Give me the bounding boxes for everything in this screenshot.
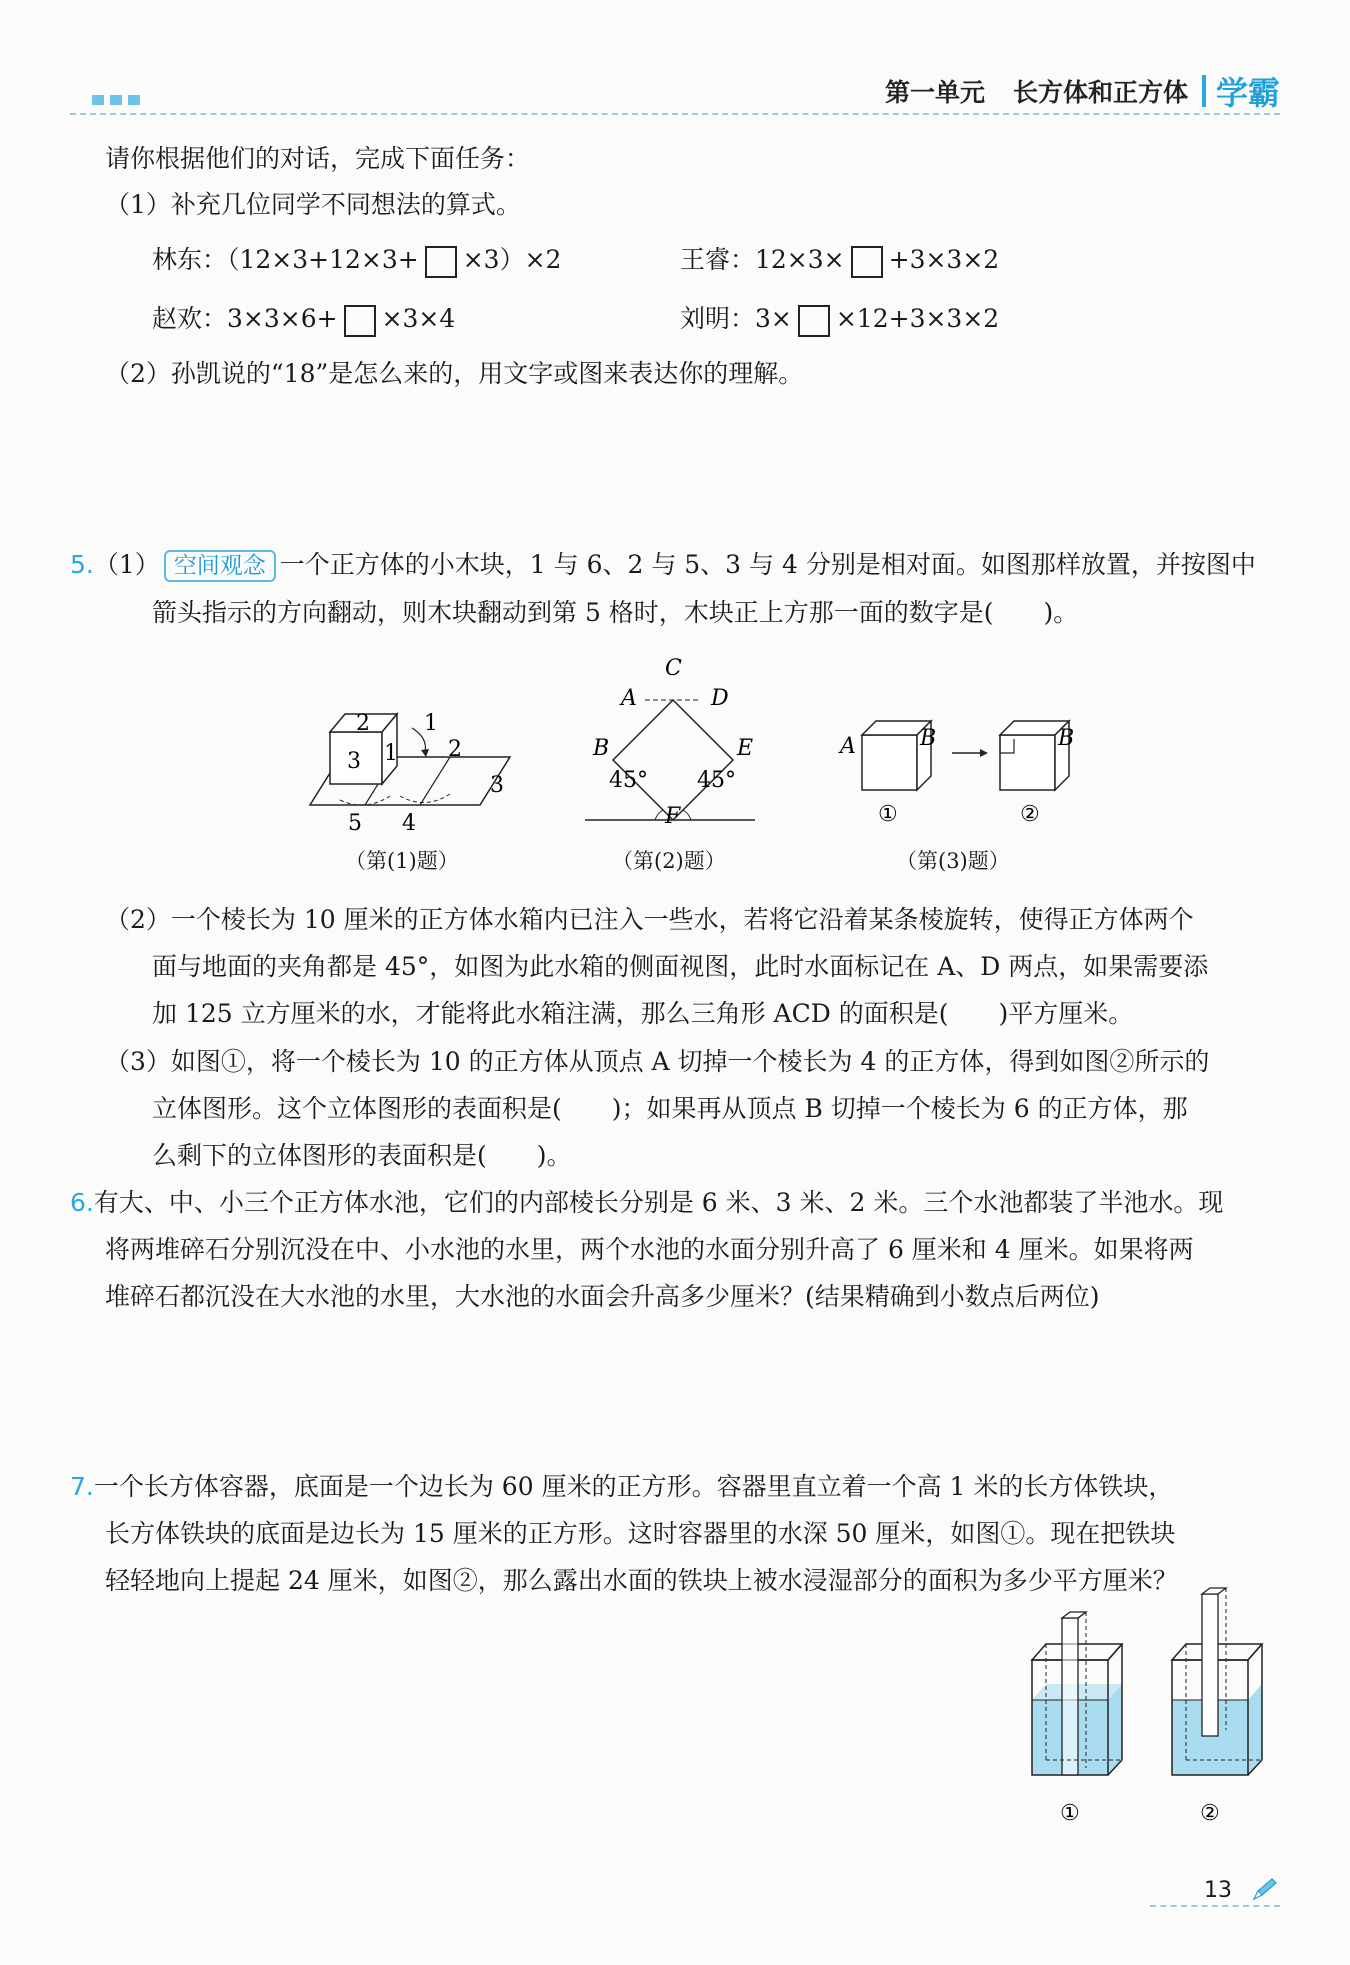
answer-box[interactable] (425, 246, 457, 278)
figure-cube-roll (300, 700, 520, 840)
question-number: 5. (70, 550, 94, 579)
header-topic: 长方体和正方体 (1012, 78, 1188, 107)
q5-part3-line3: 么剩下的立体图形的表面积是( )。 (152, 1141, 572, 1170)
q6-line2: 将两堆碎石分别沉没在中、小水池的水里，两个水池的水面分别升高了 6 厘米和 4 厘米。如果将两 (105, 1235, 1194, 1264)
q6-line1: 6.有大、中、小三个正方体水池，它们的内部棱长分别是 6 米、3 米、2 米。三个水池都装了半池水。现 (70, 1188, 1224, 1217)
q5-line2: 箭头指示的方向翻动，则木块翻动到第 5 格时，木块正上方那一面的数字是( )。 (152, 598, 1079, 627)
page-number: 13 (1204, 1878, 1232, 1903)
formula-lindong: 林东：（12×3+12×3+ ×3）×2 (152, 243, 561, 278)
caption-fig2: （第(2)题） (612, 849, 726, 873)
caption-fig1: （第(1)题） (345, 849, 459, 873)
question-number: 6. (70, 1188, 94, 1217)
fig3-label: B (1058, 726, 1075, 751)
page-header (885, 68, 1280, 114)
fig7-label: ① (1060, 1801, 1080, 1826)
pencil-icon (1250, 1877, 1278, 1903)
question-number: 7. (70, 1472, 94, 1501)
header-decoration (92, 90, 146, 109)
fig2-label: 45° (697, 768, 736, 793)
fig1-label: 4 (402, 811, 416, 836)
fig1-label: 3 (490, 773, 504, 798)
brand-logo: 学霸 (1215, 74, 1280, 112)
formula-zhaohuan: 赵欢：3×3×6+ ×3×4 (152, 302, 455, 337)
fig2-label: D (711, 686, 729, 711)
footer-rule (1150, 1905, 1280, 1907)
figure-tilted-tank (585, 655, 765, 835)
q5-part3-line2: 立体图形。这个立体图形的表面积是( )；如果再从顶点 B 切掉一个棱长为 6 的正方体，那 (152, 1094, 1188, 1123)
answer-box[interactable] (851, 246, 883, 278)
q5-part2-line3: 加 125 立方厘米的水，才能将此水箱注满，那么三角形 ACD 的面积是( )平方厘米。 (152, 999, 1134, 1028)
q5-part3-line1: （3）如图①，将一个棱长为 10 的正方体从顶点 A 切掉一个棱长为 4 的正方体，得到如图②所示的 (105, 1047, 1210, 1076)
fig1-label: 3 (347, 749, 361, 774)
q5-line1: 5.（1） 空间观念 一个正方体的小木块，1 与 6、2 与 5、3 与 4 分别是相对面。如图那样放置，并按图中 (70, 548, 1256, 582)
fig3-label: ① (878, 802, 898, 827)
fig3-label: ② (1020, 802, 1040, 827)
fig2-label: 45° (609, 768, 648, 793)
q5-part2-line2: 面与地面的夹角都是 45°，如图为此水箱的侧面视图，此时水面标记在 A、D 两点，如果需要添 (152, 952, 1209, 981)
fig1-label: 1 (424, 711, 438, 736)
skill-tag: 空间观念 (164, 550, 276, 582)
q6-line3: 堆碎石都沉没在大水池的水里，大水池的水面会升高多少厘米？(结果精确到小数点后两位) (105, 1282, 1100, 1311)
formula-wangrui: 王睿：12×3× +3×3×2 (680, 243, 999, 278)
header-rule (70, 113, 1280, 115)
fig2-label: B (593, 736, 610, 761)
fig7-label: ② (1200, 1801, 1220, 1826)
fig2-label: C (665, 656, 682, 681)
header-unit: 第一单元 (884, 78, 985, 107)
figure-cut-cubes (840, 715, 1080, 835)
formula-liuming: 刘明：3× ×12+3×3×2 (680, 302, 999, 337)
fig1-label: 2 (448, 737, 462, 762)
header-divider (1202, 75, 1206, 107)
answer-box[interactable] (798, 305, 830, 337)
q4-part1: （1）补充几位同学不同想法的算式。 (105, 190, 521, 219)
fig2-label: A (621, 686, 637, 711)
fig2-label: E (737, 736, 754, 761)
q4-intro: 请你根据他们的对话，完成下面任务： (105, 144, 531, 173)
fig3-label: B (920, 726, 937, 751)
q4-part2: （2）孙凯说的“18”是怎么来的，用文字或图来表达你的理解。 (105, 359, 804, 388)
fig1-label: 5 (348, 811, 362, 836)
answer-box[interactable] (344, 305, 376, 337)
fig2-label: F (665, 804, 681, 829)
q5-part2-line1: （2）一个棱长为 10 厘米的正方体水箱内已注入一些水，若将它沿着某条棱旋转，使得正方体两个 (105, 905, 1194, 934)
figure-containers (1020, 1610, 1290, 1830)
fig1-label: 2 (356, 711, 370, 736)
fig1-label: 1 (384, 741, 398, 766)
q7-line1: 7.一个长方体容器，底面是一个边长为 60 厘米的正方形。容器里直立着一个高 1 米的长方体铁块， (70, 1472, 1174, 1501)
q7-line2: 长方体铁块的底面是边长为 15 厘米的正方形。这时容器里的水深 50 厘米，如图①。现在把铁块 (105, 1519, 1176, 1548)
q7-line3: 轻轻地向上提起 24 厘米，如图②，那么露出水面的铁块上被水浸湿部分的面积为多少平方厘米？ (105, 1566, 1178, 1595)
caption-fig3: （第(3)题） (896, 849, 1010, 873)
fig3-label: A (840, 734, 856, 759)
